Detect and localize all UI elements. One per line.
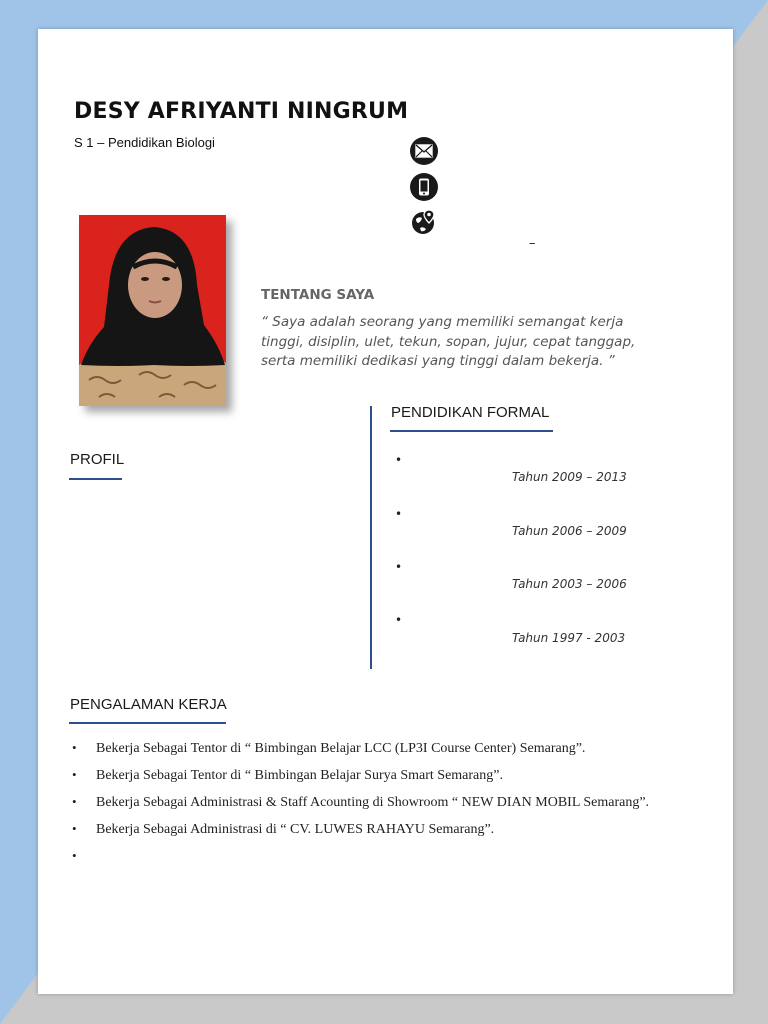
education-years: Tahun 1997 - 2003 [512,631,626,645]
envelope-icon [410,137,438,165]
list-item: • Bekerja Sebagai Administrasi di “ CV. LUWES RAHAYU Semarang”. [70,822,720,849]
degree-line: S 1 – Pendidikan Biologi [74,135,215,150]
work-underline [69,722,226,724]
profile-photo [79,215,226,406]
location-pin-icon [410,208,438,236]
about-title: TENTANG SAYA [261,287,375,303]
education-years: Tahun 2009 – 2013 [512,470,627,484]
work-list [70,741,720,876]
education-divider-line [370,406,372,669]
profile-title: PROFIL [70,451,125,468]
full-name: DESY AFRIYANTI NINGRUM [74,99,409,124]
about-text: “ Saya adalah seorang yang memiliki semangat kerja tinggi, disiplin, ulet, tekun, sopan, jujur, cepat tanggap, serta memiliki dedikasi yang tinggi dalam bekerja. ” [261,314,636,369]
phone-icon [410,173,438,201]
list-item: • Bekerja Sebagai Tentor di “ Bimbingan Belajar Surya Smart Semarang”. [70,768,720,795]
education-years: Tahun 2006 – 2009 [512,524,627,538]
education-bullet: • [395,560,403,574]
education-bullet: • [395,613,403,627]
list-item [70,849,720,876]
education-bullet: • [395,507,403,521]
education-title: PENDIDIKAN FORMAL [391,404,550,421]
list-item: • Bekerja Sebagai Tentor di “ Bimbingan Belajar LCC (LP3I Course Center) Semarang”. [70,741,720,768]
contact-dash: – [529,236,536,251]
list-item: • Bekerja Sebagai Administrasi & Staff Acounting di Showroom “ NEW DIAN MOBIL Semarang”. [70,795,720,822]
education-underline [390,430,553,432]
work-title: PENGALAMAN KERJA [70,696,227,713]
profile-underline [69,478,122,480]
resume-page [38,29,733,994]
education-bullet: • [395,453,403,467]
education-years: Tahun 2003 – 2006 [512,577,627,591]
